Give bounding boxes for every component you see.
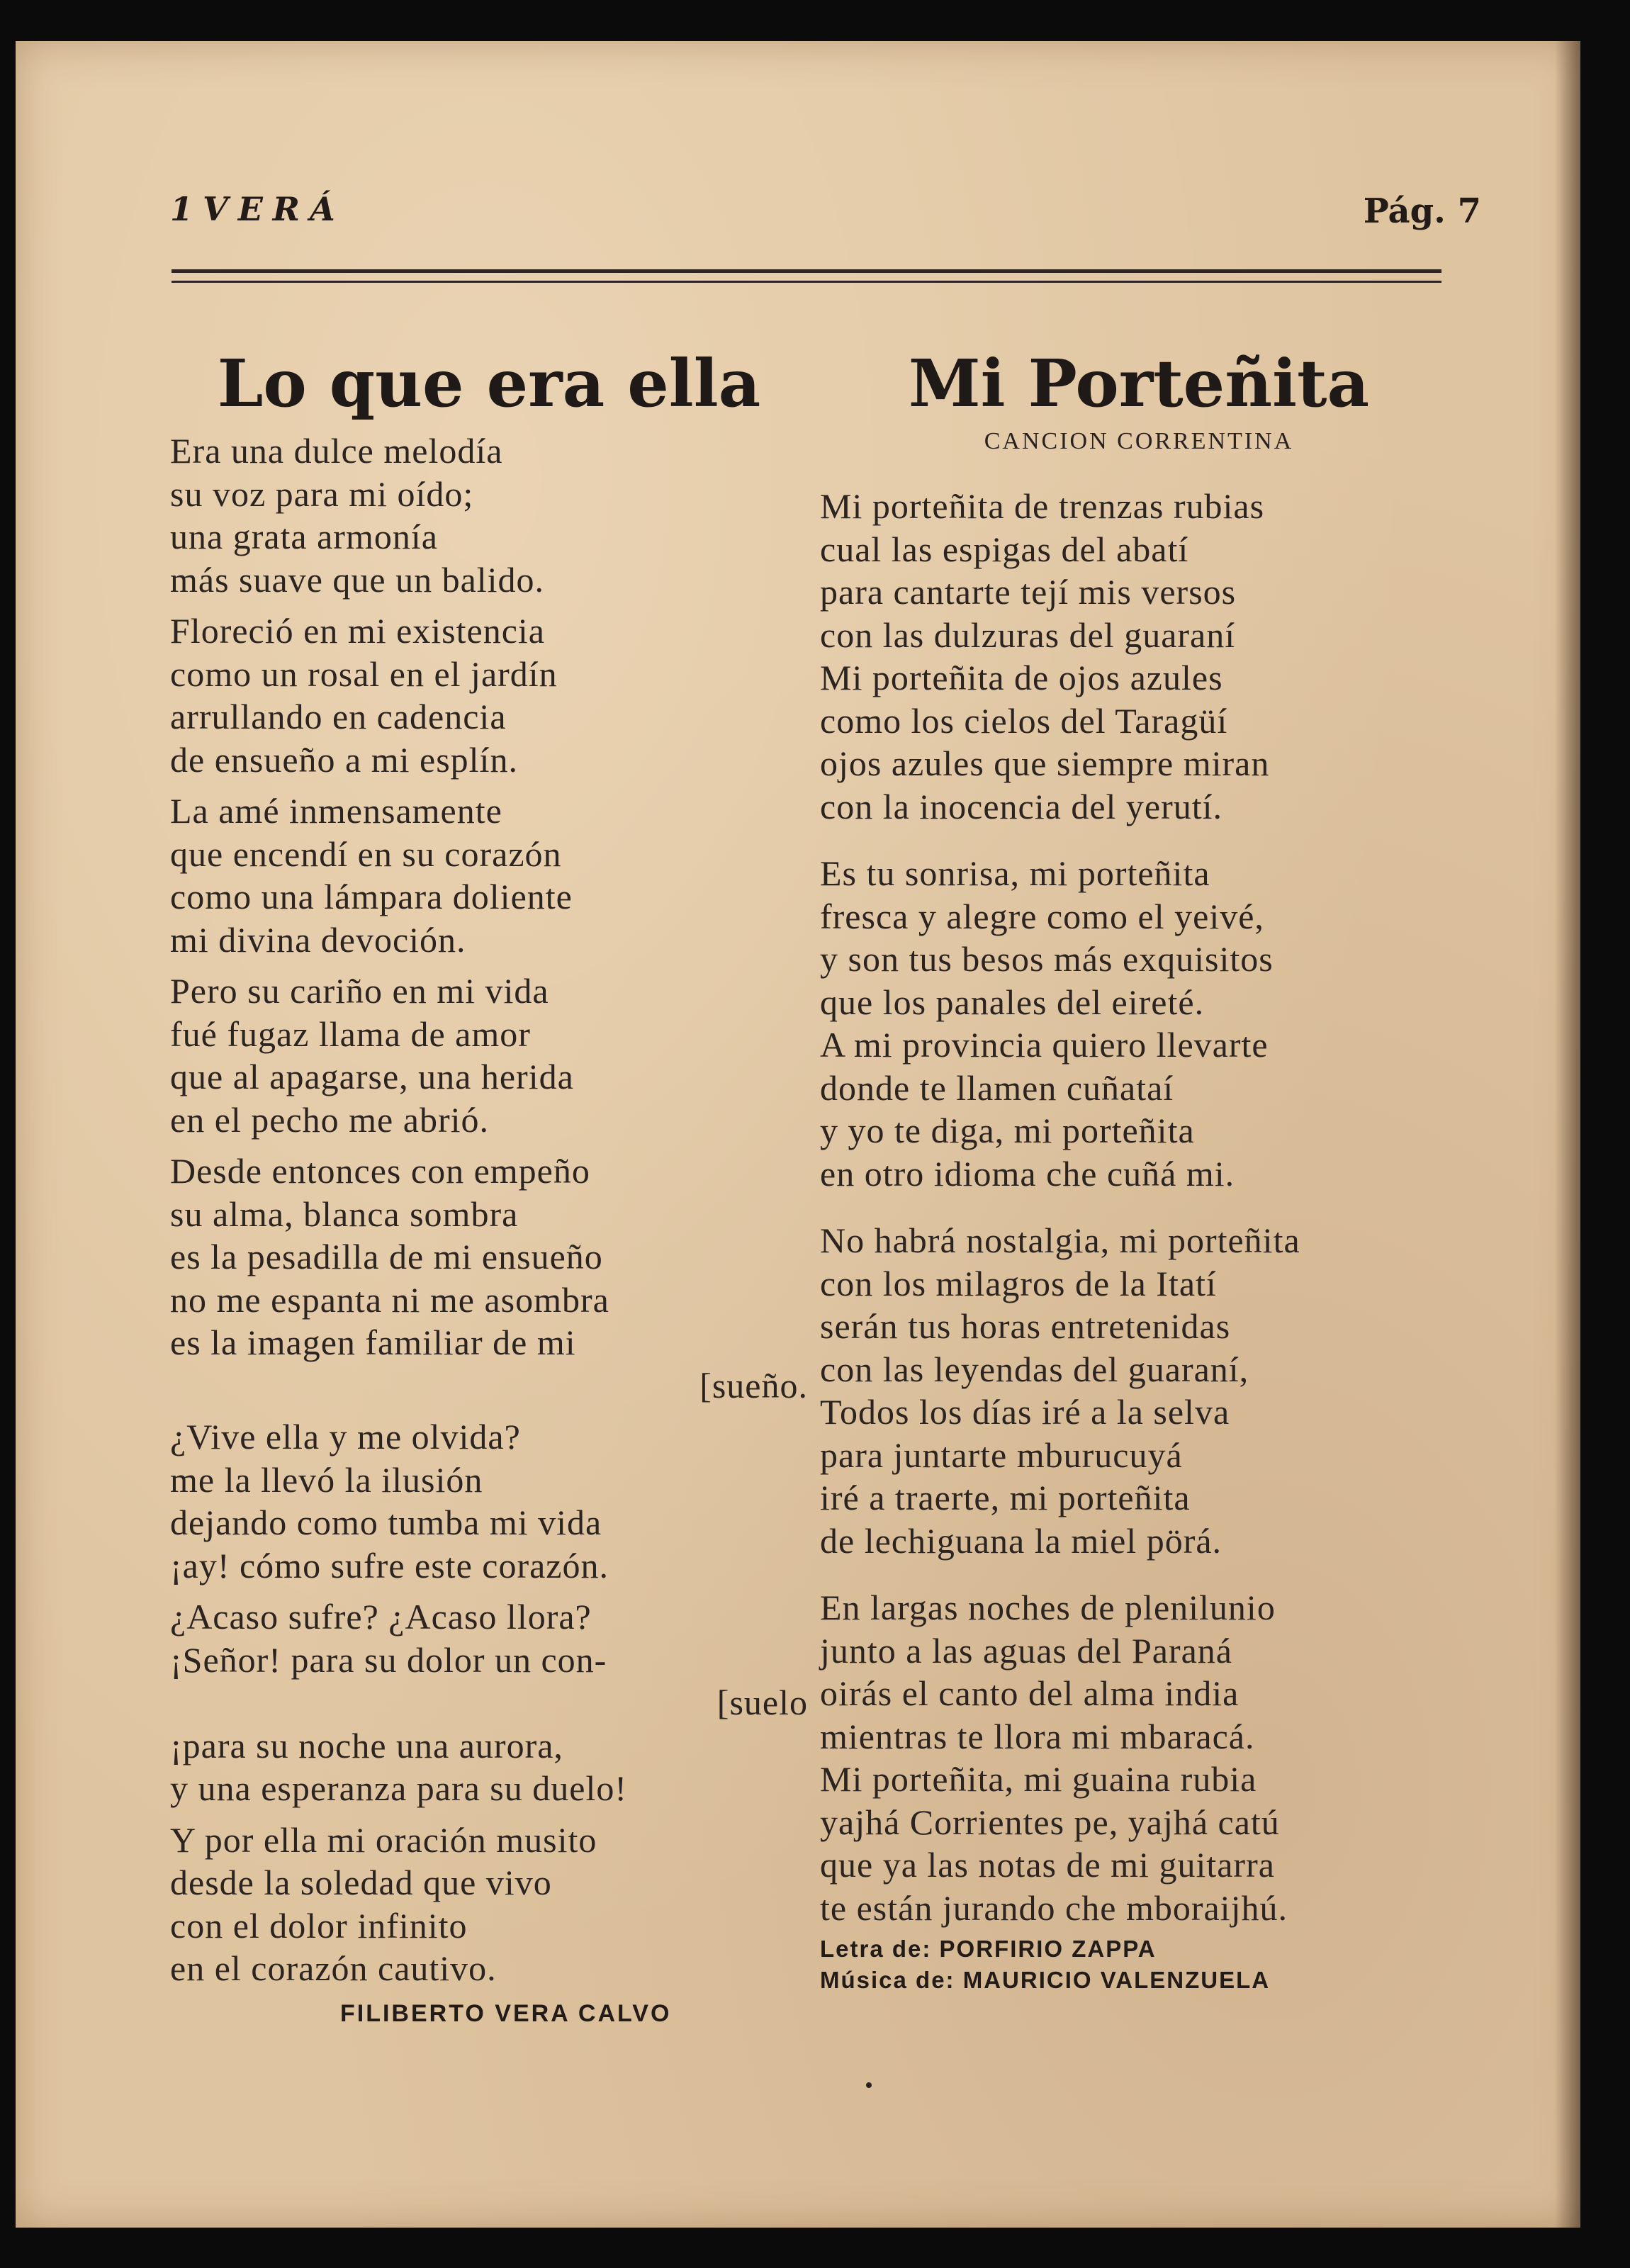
verse-line: y son tus besos más exquisitos: [820, 939, 1274, 979]
credit-label: Letra de:: [820, 1936, 932, 1962]
verse-line: su alma, blanca sombra: [170, 1194, 519, 1234]
stanza: [170, 1819, 808, 1990]
verse-line: A mi provincia quiero llevarte: [820, 1025, 1269, 1065]
stanza: [170, 1415, 808, 1587]
verse-line: una grata armonía: [170, 517, 438, 556]
verse-line: para juntarte mburucuyá: [820, 1435, 1183, 1475]
verse-line: y una esperanza para su duelo!: [170, 1768, 627, 1808]
verse-line: [suelo: [716, 1683, 808, 1722]
verse-line: Floreció en mi existencia: [170, 611, 546, 651]
left-column: [170, 325, 808, 2028]
stanza: [170, 1150, 808, 1407]
stanza: [820, 1586, 1458, 1929]
verse-line: Mi porteñita de trenzas rubias: [820, 486, 1265, 526]
verse-line: Y por ella mi oración musito: [170, 1819, 597, 1860]
verse-line: dejando como tumba mi vida: [170, 1503, 602, 1542]
print-speck: [866, 2082, 872, 2088]
verse-line: ¡para su noche una aurora,: [170, 1725, 563, 1765]
verse-line: su voz para mi oído;: [170, 473, 474, 514]
verse-line: con los milagros de la Itatí: [820, 1263, 1217, 1303]
verse-line: cual las espigas del abatí: [820, 529, 1189, 569]
page-spine-shadow: [1555, 41, 1580, 2228]
verse-line: Mi porteñita de ojos azules: [820, 658, 1223, 697]
verse-line: ¿Acaso sufre? ¿Acaso llora?: [170, 1597, 592, 1637]
stanza: [170, 430, 808, 601]
verse-line: con las leyendas del guaraní,: [820, 1349, 1249, 1389]
verse-line: ¡Señor! para su dolor un con-: [170, 1639, 607, 1680]
credit-name: PORFIRIO ZAPPA: [939, 1936, 1157, 1962]
verse-line: yajhá Corrientes pe, yajhá catú: [820, 1802, 1280, 1842]
verse-line: [sueño.: [699, 1365, 808, 1405]
verse-line: de ensueño a mi esplín.: [170, 739, 518, 780]
left-poem-body: [170, 430, 808, 1990]
verse-line: que ya las notas de mi guitarra: [820, 1845, 1275, 1885]
verse-line: es la imagen familiar de mi: [170, 1323, 576, 1362]
verse-line: ¡ay! cómo sufre este corazón.: [170, 1545, 609, 1585]
magazine-name: 1VERÁ: [170, 190, 345, 228]
right-poem-title: Mi Porteñita: [908, 345, 1370, 422]
verse-line: te están jurando che mboraijhú.: [820, 1887, 1288, 1928]
verse-line: como una lámpara doliente: [170, 877, 573, 916]
credit-line: [820, 1965, 1458, 1996]
verse-line: ¿Vive ella y me olvida?: [170, 1417, 521, 1456]
right-column: [820, 325, 1458, 1996]
verse-line: no me espanta ni me asombra: [170, 1279, 609, 1320]
verse-line: es la pesadilla de mi ensueño: [170, 1237, 603, 1276]
verse-line: mientras te llora mi mbaracá.: [820, 1716, 1255, 1756]
verse-line: de lechiguana la miel pörá.: [820, 1520, 1222, 1561]
verse-line: arrullando en cadencia: [170, 697, 507, 736]
verse-line: Todos los días iré a la selva: [820, 1392, 1230, 1432]
verse-line: como los cielos del Taragüí: [820, 700, 1228, 741]
stanza: [170, 790, 808, 961]
right-poem-credits: [820, 1933, 1458, 1996]
stanza: [820, 1219, 1458, 1562]
verse-line: mi divina devoción.: [170, 919, 466, 960]
credit-label: Música de:: [820, 1967, 955, 1993]
left-poem-author: FILIBERTO VERA CALVO: [340, 1999, 672, 2027]
verse-line: que encendí en su corazón: [170, 833, 562, 874]
credit-name: MAURICIO VALENZUELA: [962, 1967, 1271, 1993]
page-number: Pág. 7: [1363, 191, 1481, 231]
stanza: [820, 485, 1458, 828]
verse-line: con el dolor infinito: [170, 1905, 468, 1946]
verse-line: Desde entonces con empeño: [170, 1151, 590, 1191]
left-poem-title: Lo que era ella: [217, 345, 761, 422]
verse-line: donde te llamen cuñataí: [820, 1067, 1174, 1108]
verse-line: No habrá nostalgia, mi porteñita: [820, 1220, 1300, 1260]
verse-line: en el corazón cautivo.: [170, 1948, 497, 1988]
verse-line: para cantarte tejí mis versos: [820, 572, 1237, 612]
verse-line: Pero su cariño en mi vida: [170, 971, 549, 1011]
verse-line: Mi porteñita, mi guaina rubia: [820, 1759, 1257, 1799]
stanza: [170, 1595, 808, 1810]
verse-line: fué fugaz llama de amor: [170, 1014, 531, 1054]
verse-line: desde la soledad que vivo: [170, 1863, 552, 1902]
verse-line: y yo te diga, mi porteñita: [820, 1111, 1195, 1150]
verse-line: ojos azules que siempre miran: [820, 743, 1270, 783]
verse-line: con la inocencia del yerutí.: [820, 786, 1223, 826]
verse-line: iré a traerte, mi porteñita: [820, 1478, 1191, 1517]
stanza: [170, 970, 808, 1141]
header-rule-thin: [172, 281, 1441, 283]
verse-line: que los panales del eireté.: [820, 982, 1205, 1022]
verse-line: Era una dulce melodía: [170, 431, 503, 471]
credit-line: [820, 1933, 1458, 1965]
verse-line: fresca y alegre como el yeivé,: [820, 896, 1264, 936]
verse-line: más suave que un balido.: [170, 559, 545, 600]
magazine-page: [16, 41, 1580, 2228]
verse-line: me la llevó la ilusión: [170, 1459, 483, 1500]
verse-line: serán tus horas entretenidas: [820, 1306, 1231, 1346]
verse-line: Es tu sonrisa, mi porteñita: [820, 853, 1210, 893]
stanza: [820, 852, 1458, 1195]
header-rule-thick: [172, 269, 1441, 273]
verse-line: oirás el canto del alma india: [820, 1673, 1240, 1713]
verse-line: en el pecho me abrió.: [170, 1099, 489, 1140]
verse-line: con las dulzuras del guaraní: [820, 614, 1236, 655]
verse-line: junto a las aguas del Paraná: [820, 1630, 1232, 1671]
verse-line: En largas noches de plenilunio: [820, 1588, 1276, 1627]
stanza: [170, 610, 808, 781]
verse-line: que al apagarse, una herida: [170, 1057, 574, 1096]
verse-line: en otro idioma che cuñá mi.: [820, 1153, 1235, 1194]
right-poem-subtitle: CANCION CORRENTINA: [984, 428, 1294, 454]
verse-line: La amé inmensamente: [170, 791, 502, 831]
verse-line: como un rosal en el jardín: [170, 653, 558, 694]
right-poem-body: [820, 485, 1458, 1929]
